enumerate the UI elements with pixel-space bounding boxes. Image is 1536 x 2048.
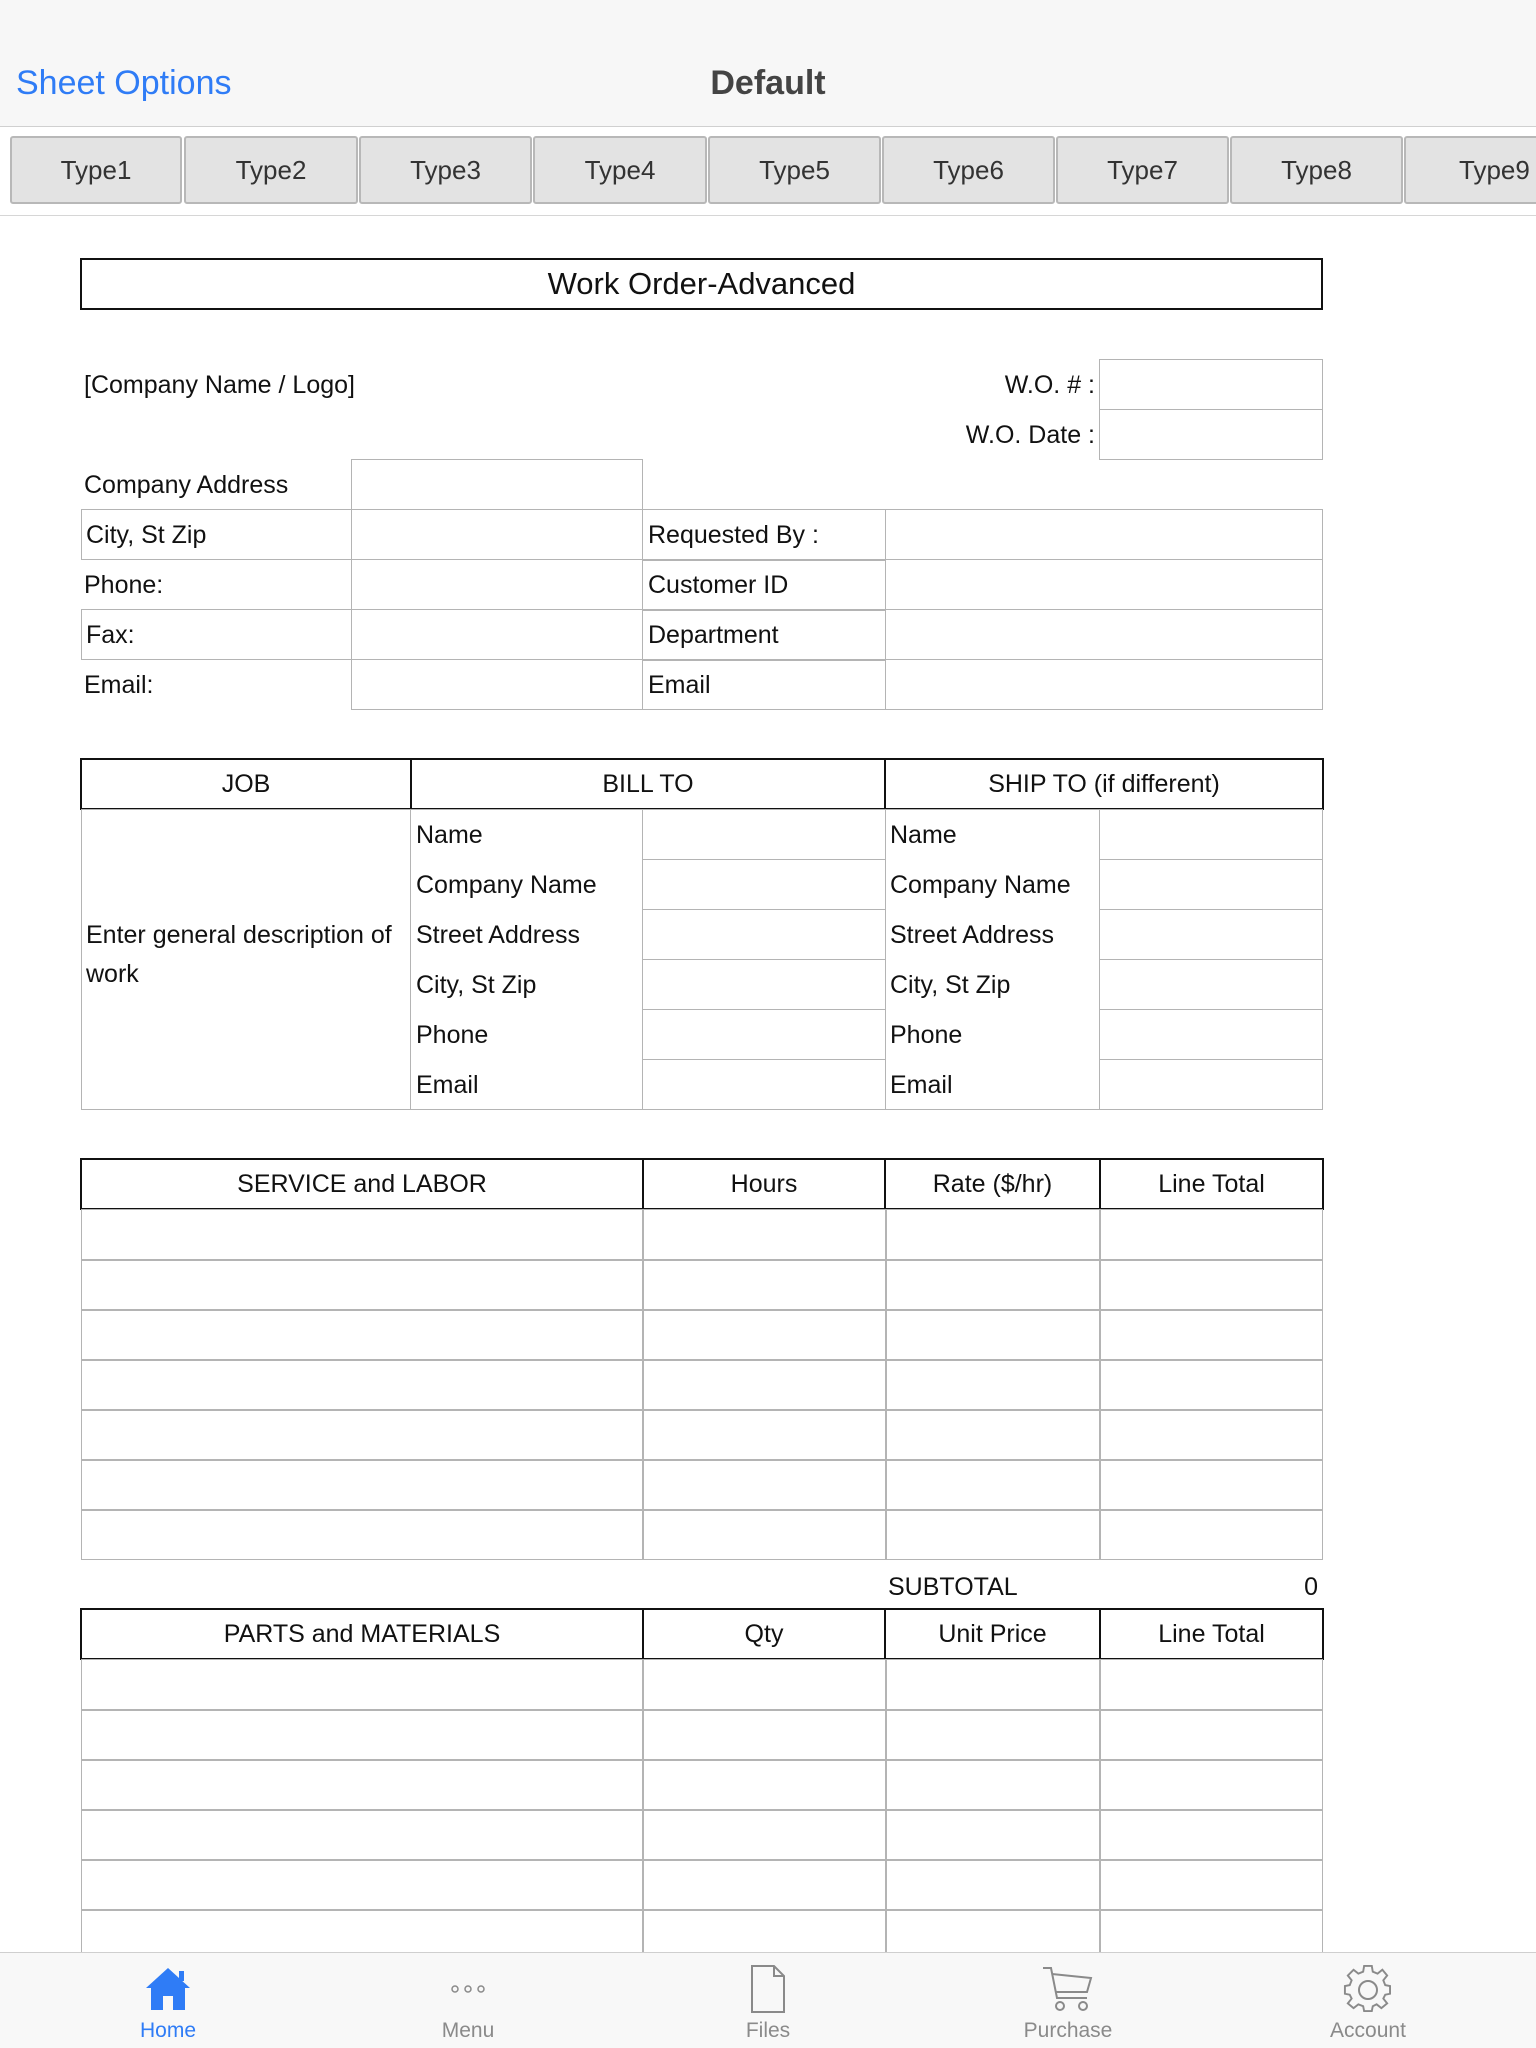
service-line-total-header: Line Total [1099,1158,1324,1210]
bottom-tab-bar [0,1952,1536,2048]
job-header: JOB [80,758,412,810]
customer-id-label: Customer ID [648,570,789,599]
bill-to-name-field[interactable] [642,809,886,860]
bill-to-company-label: Company Name [416,870,597,899]
subtotal-label: SUBTOTAL [888,1572,1018,1601]
bill-to-header: BILL TO [410,758,886,810]
account-tab[interactable] [1268,1953,1468,2048]
wo-date-field[interactable] [1099,409,1323,460]
form-title [80,258,1323,310]
home-tab[interactable] [68,1953,268,2048]
menu-tab[interactable] [368,1953,568,2048]
sheet-options-button[interactable]: Sheet Options [16,64,232,102]
email-field[interactable] [351,659,643,710]
sheet-title: Default [710,64,826,102]
department-label: Department [648,620,779,649]
bill-to-street-label: Street Address [416,920,580,949]
requested-by-field[interactable] [885,509,1323,560]
ship-to-street-label: Street Address [890,920,1054,949]
bill-to-company-field[interactable] [642,859,886,910]
tab-type6[interactable]: Type6 [882,136,1055,204]
ship-to-phone-label: Phone [890,1020,963,1049]
grid-line [81,1309,1323,1311]
service-labor-table[interactable] [81,1209,1323,1560]
ship-to-company-label: Company Name [890,870,1071,899]
ship-to-name-label: Name [890,820,957,849]
ship-to-city-label: City, St Zip [890,970,1011,999]
grid-line [81,1359,1323,1361]
bill-to-city-field[interactable] [642,959,886,1010]
files-tab[interactable] [668,1953,868,2048]
wo-date-label: W.O. Date : [965,420,1095,449]
parts-line-total-header: Line Total [1099,1608,1324,1660]
home-tab-label: Home [139,2019,197,2042]
requester-email-field[interactable] [885,659,1323,710]
tab-type3[interactable]: Type3 [359,136,532,204]
phone-field[interactable] [351,559,643,610]
purchase-tab-label: Purchase [1023,2019,1113,2042]
company-address-field[interactable] [351,459,643,510]
fax-label: Fax: [86,620,135,649]
job-description: Enter general description of work [86,921,392,988]
menu-tab-label: Menu [441,2019,495,2042]
file-icon [740,1963,796,2015]
grid-line [642,1209,644,1560]
purchase-tab[interactable] [968,1953,1168,2048]
ship-to-city-field[interactable] [1099,959,1323,1010]
bill-to-city-label: City, St Zip [416,970,537,999]
bill-to-street-field[interactable] [642,909,886,960]
files-tab-label: Files [745,2019,791,2042]
sheet-type-tabs [0,128,1536,216]
ship-to-name-field[interactable] [1099,809,1323,860]
ship-to-street-field[interactable] [1099,909,1323,960]
tab-type8[interactable]: Type8 [1230,136,1403,204]
bill-to-email-field[interactable] [642,1059,886,1110]
bill-to-email-label: Email [416,1070,479,1099]
bill-to-name-label: Name [416,820,483,849]
navigation-bar [0,0,1536,127]
wo-number-label: W.O. # : [1004,370,1095,399]
requested-by-label: Requested By : [648,520,819,549]
wo-number-field[interactable] [1099,359,1323,410]
company-logo-placeholder: [Company Name / Logo] [84,370,355,399]
service-labor-header: SERVICE and LABOR [80,1158,644,1210]
ship-to-email-label: Email [890,1070,953,1099]
tab-type1[interactable]: Type1 [10,136,182,204]
parts-materials-header: PARTS and MATERIALS [80,1608,644,1660]
grid-line [81,1859,1323,1861]
gear-icon [1340,1963,1396,2015]
bill-to-phone-field[interactable] [642,1009,886,1060]
customer-id-field[interactable] [885,559,1323,610]
ship-to-header: SHIP TO (if different) [884,758,1324,810]
city-label: City, St Zip [86,520,207,549]
city-field[interactable] [351,509,643,560]
tab-type4[interactable]: Type4 [533,136,707,204]
grid-line [1099,1209,1101,1560]
hours-header: Hours [642,1158,886,1210]
requester-email-label: Email [648,670,711,699]
subtotal-value: 0 [1304,1572,1318,1601]
grid-line [81,1509,1323,1511]
fax-field[interactable] [351,609,643,660]
home-icon [140,1963,196,2015]
company-address-label: Company Address [84,470,289,499]
grid-line [885,1209,887,1560]
department-field[interactable] [885,609,1323,660]
bill-to-phone-label: Phone [416,1020,489,1049]
grid-line [81,1759,1323,1761]
unit-price-header: Unit Price [884,1608,1101,1660]
form-title-text: Work Order-Advanced [547,266,856,301]
account-tab-label: Account [1330,2019,1406,2042]
tab-type5[interactable]: Type5 [708,136,881,204]
rate-header: Rate ($/hr) [884,1158,1101,1210]
grid-line [81,1259,1323,1261]
ship-to-email-field[interactable] [1099,1059,1323,1110]
tab-type9[interactable]: Type9 [1404,136,1536,204]
grid-line [81,1459,1323,1461]
ship-to-company-field[interactable] [1099,859,1323,910]
cart-icon [1040,1963,1096,2015]
phone-label: Phone: [84,570,164,599]
grid-line [81,1809,1323,1811]
spreadsheet-area[interactable] [0,216,1536,1952]
grid-line [81,1409,1323,1411]
qty-header: Qty [642,1608,886,1660]
email-label: Email: [84,670,154,699]
ellipsis-icon [440,1963,496,2015]
grid-line [81,1709,1323,1711]
tab-type2[interactable]: Type2 [184,136,358,204]
grid-line [81,1909,1323,1911]
ship-to-phone-field[interactable] [1099,1009,1323,1060]
tab-type7[interactable]: Type7 [1056,136,1229,204]
